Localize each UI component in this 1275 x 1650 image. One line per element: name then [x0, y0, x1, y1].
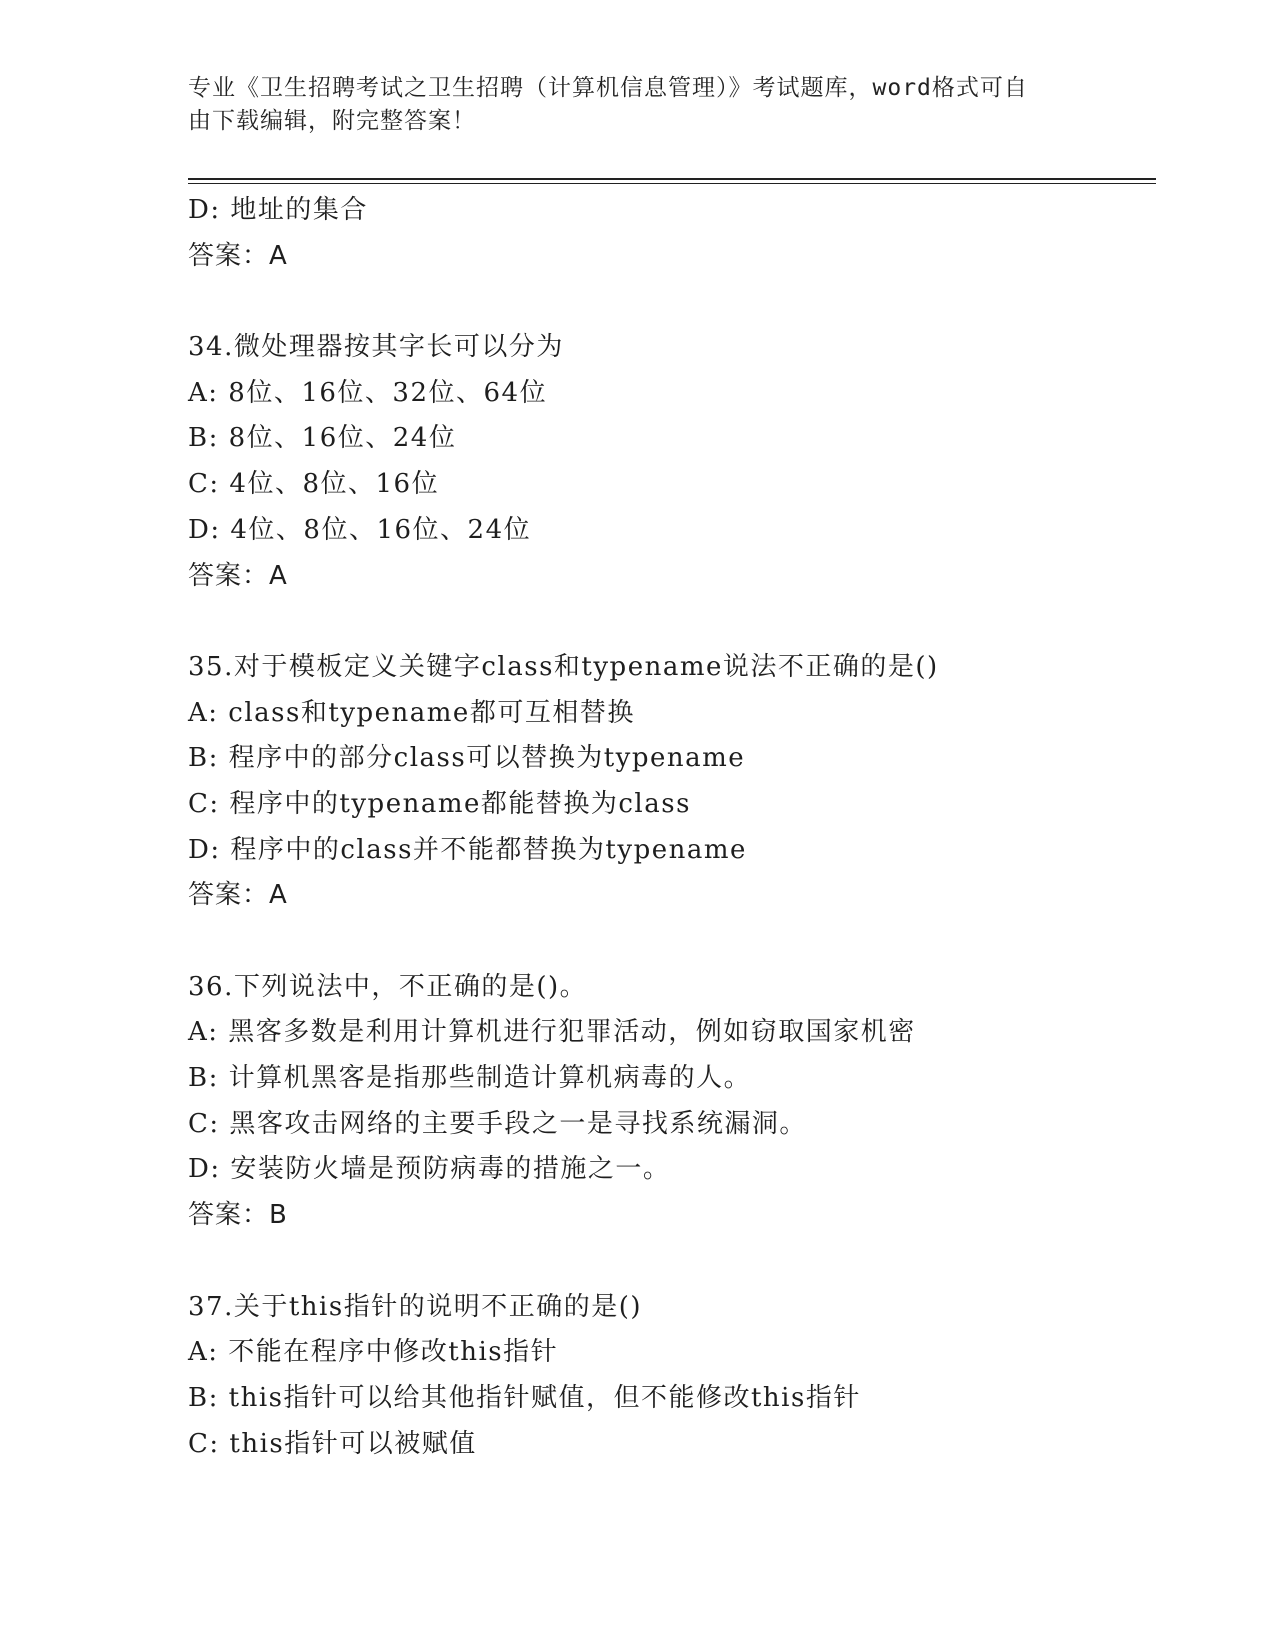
question-stem: 37.关于this指针的说明不正确的是(): [188, 1291, 642, 1322]
option-b: B: this指针可以给其他指针赋值，但不能修改this指针: [188, 1382, 861, 1413]
option-c: C: 程序中的typename都能替换为class: [188, 788, 691, 819]
header-divider-thin: [188, 183, 1156, 184]
question-list: [188, 188, 1148, 1467]
option-a: A: 黑客多数是利用计算机进行犯罪活动，例如窃取国家机密: [188, 1017, 916, 1048]
answer-line: 答案：B: [188, 1200, 288, 1231]
option-b: B: 计算机黑客是指那些制造计算机病毒的人。: [188, 1063, 752, 1094]
option-d: D: 安装防火墙是预防病毒的措施之一。: [188, 1154, 671, 1185]
answer-line: 答案：A: [188, 560, 288, 591]
option-c: C: this指针可以被赋值: [188, 1428, 477, 1459]
document-header: [188, 72, 1088, 138]
option-c: C: 黑客攻击网络的主要手段之一是寻找系统漏洞。: [188, 1108, 807, 1139]
header-divider-thick: [188, 178, 1156, 180]
spacer: [188, 919, 1148, 965]
option-a: A: 不能在程序中修改this指针: [188, 1337, 559, 1368]
answer-line: 答案：A: [188, 240, 288, 271]
header-line-1: 专业《卫生招聘考试之卫生招聘（计算机信息管理）》考试题库，word格式可自: [188, 75, 1028, 101]
answer-line: 答案：A: [188, 880, 288, 911]
question-stem: 34.微处理器按其字长可以分为: [188, 332, 564, 363]
header-line-2: 由下载编辑，附完整答案！: [188, 108, 476, 134]
option-d: D: 程序中的class并不能都替换为typename: [188, 834, 747, 865]
option-c: C: 4位、8位、16位: [188, 469, 440, 500]
option-a: A: class和typename都可互相替换: [188, 697, 635, 728]
option-b: B: 8位、16位、24位: [188, 423, 457, 454]
spacer: [188, 1239, 1148, 1285]
option-a: A: 8位、16位、32位、64位: [188, 377, 548, 408]
question-stem: 36.下列说法中，不正确的是()。: [188, 971, 588, 1002]
option-b: B: 程序中的部分class可以替换为typename: [188, 743, 746, 774]
option-d: D: 4位、8位、16位、24位: [188, 514, 532, 545]
question-stem: 35.对于模板定义关键字class和typename说法不正确的是(): [188, 651, 939, 682]
spacer: [188, 279, 1148, 325]
option-d: D: 地址的集合: [188, 195, 368, 225]
spacer: [188, 599, 1148, 645]
